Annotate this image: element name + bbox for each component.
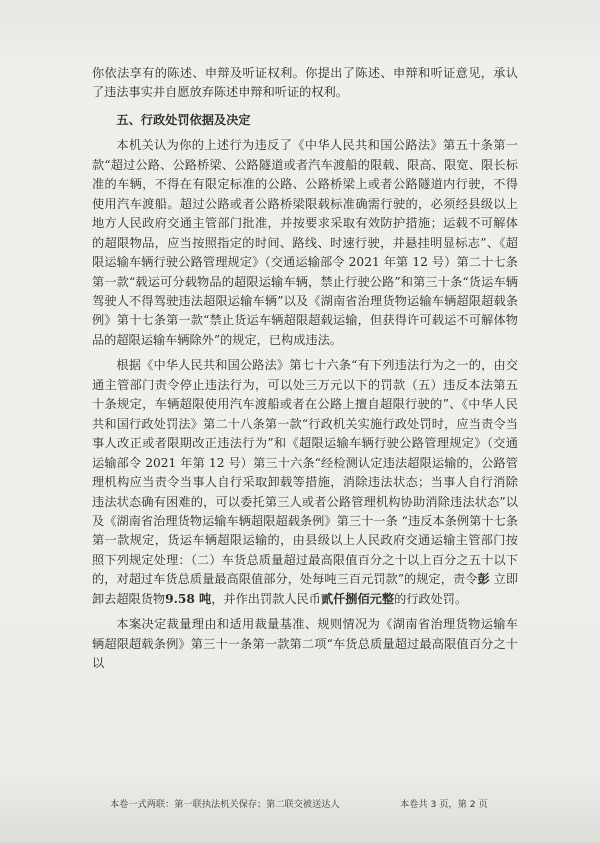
section-heading: 五、行政处罚依据及决定 [116, 112, 251, 127]
copies-note: 本卷一式两联：第一联执法机关保存；第二联交被送达人 [110, 799, 340, 810]
document-body [92, 64, 518, 674]
discretion-paragraph: 本案决定裁量理由和适用裁量基准、规则情况为《湖南省治理货物运输车辆超限超载条例》第三十一条第一款第二项“车货总质量超过最高限值百分之十以 [92, 617, 518, 671]
penalty-decision-paragraph [92, 356, 518, 609]
penalty-basis-text: 根据《中华人民共和国公路法》第七十六条“有下列违法行为之一的，由交通主管部门责令停止违法行为，可以处三万元以下的罚款（五）违反本法第五十条规定，车辆超限使用汽车渡船或者在公路上擅自超限行驶的”、《中华人民共和国行政处罚法》第二十八条第一款“行政机关实施行政处罚时，应当责令当事人改正或者限期改正违法行为”和《超限运输车辆行驶公路管理规定》（交通运输部令 2021 年第 12 号）第三十六条“经检测认定违法超限运输的，公路管理机构应当责令当事人自行采取卸载等措施，消除违法状态；当事人自行消除违法状态确有困难的，可以委托第三人或者公路管理机构协助消除违法状态”以及《湖南省治理货物运输车辆超限超载条例》第三十一条 “违反本条例第十七条第一款规定，货运车辆超限运输的，由县级以上人民政府交通运输主管部门按照下列规定处理：（二）车货总质量超过最高限值百分之十以上百分之五十以下的，对超过车货总质量最高限值部分，处每吨三百元罚款”的规定，责令 [92, 358, 518, 587]
fine-amount: 贰仟捌佰元整 [320, 591, 395, 606]
penalty-end-text: 的行政处罚。 [394, 591, 468, 606]
party-name: 彭 [477, 572, 490, 587]
overload-tonnage: 9.58 吨 [165, 591, 212, 606]
page-number: 本卷共 3 页，第 2 页 [400, 799, 488, 810]
fine-intro-text: ，并作出罚款人民币 [211, 591, 321, 606]
unload-order-text: 立即卸去超限货物 [92, 572, 519, 606]
legal-basis-paragraph: 本机关认为你的上述行为违反了《中华人民共和国公路法》第五十条第一款“超过公路、公路桥梁、公路隧道或者汽车渡船的限载、限高、限宽、限长标准的车辆，不得在有限定标准的公路、公路桥梁上或者公路隧道内行驶，不得使用汽车渡船。超过公路或者公路桥梁限载标准确需行驶的，必须经县级以上地方人民政府交通主管部门批准，并按要求采取有效防护措施；运载不可解体的超限物品，应当按照指定的时间、路线、时速行驶，并悬挂明显标志”、《超限运输车辆行驶公路管理规定》（交通运输部令 2021 年第 12 号）第二十七条第一款“载运可分载物品的超限运输车辆，禁止行驶公路”和第三十条“货运车辆驾驶人不得驾驶违法超限运输车辆”以及《湖南省治理货物运输车辆超限超载条例》第十七条第一款“禁止货运车辆超限超载运输，但获得许可载运不可解体物品的超限运输车辆除外”的规定，已构成违法。 [92, 138, 518, 347]
intro-paragraph: 你依法享有的陈述、申辩及听证权利。你提出了陈述、申辩和听证意见，承认了违法事实并自愿放弃陈述申辩和听证的权利。 [92, 66, 518, 100]
